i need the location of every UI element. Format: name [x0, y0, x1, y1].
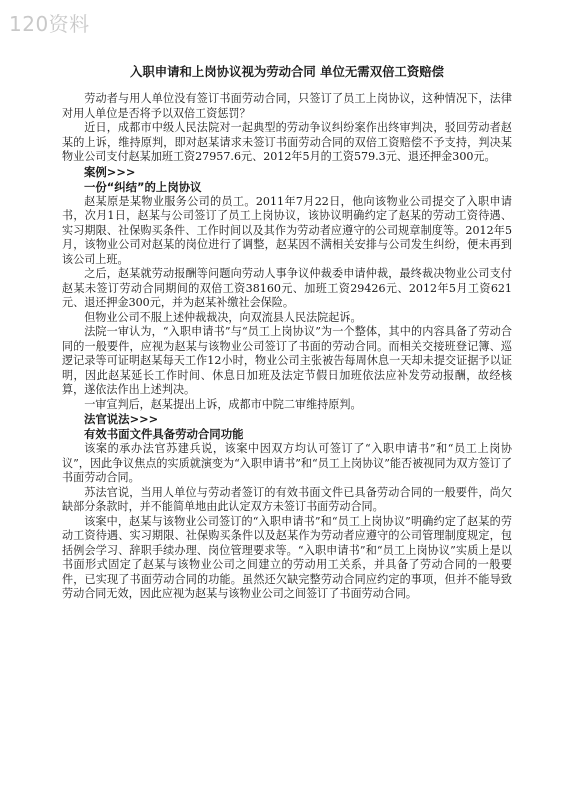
watermark-logo: 120资料	[9, 12, 90, 36]
case-subheading: 一份“纠结”的上岗协议	[84, 179, 202, 194]
document-body	[62, 62, 512, 602]
case-paragraph-1: 赵某原是某物业服务公司的员工。2011年7月22日，他向该物业公司提交了入职申请书，次月1日，赵某与公司签订了员工上岗协议，该协议明确约定了赵某的劳动工资待遇、实习期限、社保购买条件、工作时间以及其作为劳动者应遵守的公司规章制度等。2012年5月，该物业公司对赵某的岗位进行了调整，赵某因不满相关安排与公司发生纠纷，便未再到该公司上班。	[62, 194, 512, 266]
judge-subheading: 有效书面文件具备劳动合同功能	[84, 427, 244, 441]
case-paragraph-3: 但物业公司不服上述仲裁裁决，向双流县人民法院起诉。	[84, 310, 362, 324]
case-paragraph-4: 法院一审认为，“入职申请书”与“员工上岗协议”为一个整体，其中的内容具备了劳动合同的一般要件，应视为赵某与该物业公司签订了书面的劳动合同。而相关交接班登记簿、巡逻记录等可证明赵某每天工作12小时，物业公司主张被告每周休息一天却未提交证据予以证明，因此赵某延长工作时间、休息日加班及法定节假日加班依法应补发劳动报酬，故经核算，遂依法作出上述判决。	[62, 325, 512, 396]
document-title: 入职申请和上岗协议视为劳动合同 单位无需双倍工资赔偿	[129, 64, 445, 79]
judge-paragraph-3: 该案中，赵某与该物业公司签订的“入职申请书”和“员工上岗协议”明确约定了赵某的劳动工资待遇、实习期限、社保购买条件以及赵某作为劳动者应遵守的公司管理制度规定，包括例会学习、辞职手续办理、岗位管理要求等。“入职申请书”和“员工上岗协议”实质上是以书面形式固定了赵某与该物业公司之间建立的劳动用工关系，并具备了劳动合同的一般要件，已实现了书面劳动合同的功能。虽然还欠缺完整劳动合同应约定的事项，但并不能导致劳动合同无效，因此应视为赵某与该物业公司之间签订了书面劳动合同。	[62, 514, 512, 600]
judge-heading: 法官说法>>>	[84, 412, 159, 426]
intro-paragraph-1: 劳动者与用人单位没有签订书面劳动合同，只签订了员工上岗协议，这种情况下，法律对用人单位是否将予以双倍工资惩罚？	[62, 92, 512, 120]
intro-paragraph-2: 近日，成都市中级人民法院对一起典型的劳动争议纠纷案作出终审判决，驳回劳动者赵某的上诉，维持原判，即对赵某请求未签订书面劳动合同的双倍工资赔偿不予支持，判决某物业公司支付赵某加班工资27957.6元、2012年5月的工资579.3元、退还押金300元。	[62, 121, 512, 163]
case-paragraph-2: 之后，赵某就劳动报酬等问题向劳动人事争议仲裁委申请仲裁，最终裁决物业公司支付赵某未签订劳动合同期间的双倍工资38160元、加班工资29426元、2012年5月工资621元、退还押金300元，并为赵某补缴社会保险。	[62, 267, 512, 309]
judge-paragraph-2: 苏法官说，当用人单位与劳动者签订的有效书面文件已具备劳动合同的一般要件，尚欠缺部分条款时，并不能简单地由此认定双方未签订书面劳动合同。	[62, 485, 512, 513]
case-heading: 案例>>>	[84, 164, 136, 179]
judge-paragraph-1: 该案的承办法官苏建兵说，该案中因双方均认可签订了“入职申请书”和“员工上岗协议”，因此争议焦点的实质就演变为“入职申请书”和“员工上岗协议”能否被视同为双方签订了书面劳动合同。	[62, 442, 512, 484]
case-paragraph-5: 一审宣判后，赵某提出上诉，成都市中院二审维持原判。	[84, 397, 362, 411]
